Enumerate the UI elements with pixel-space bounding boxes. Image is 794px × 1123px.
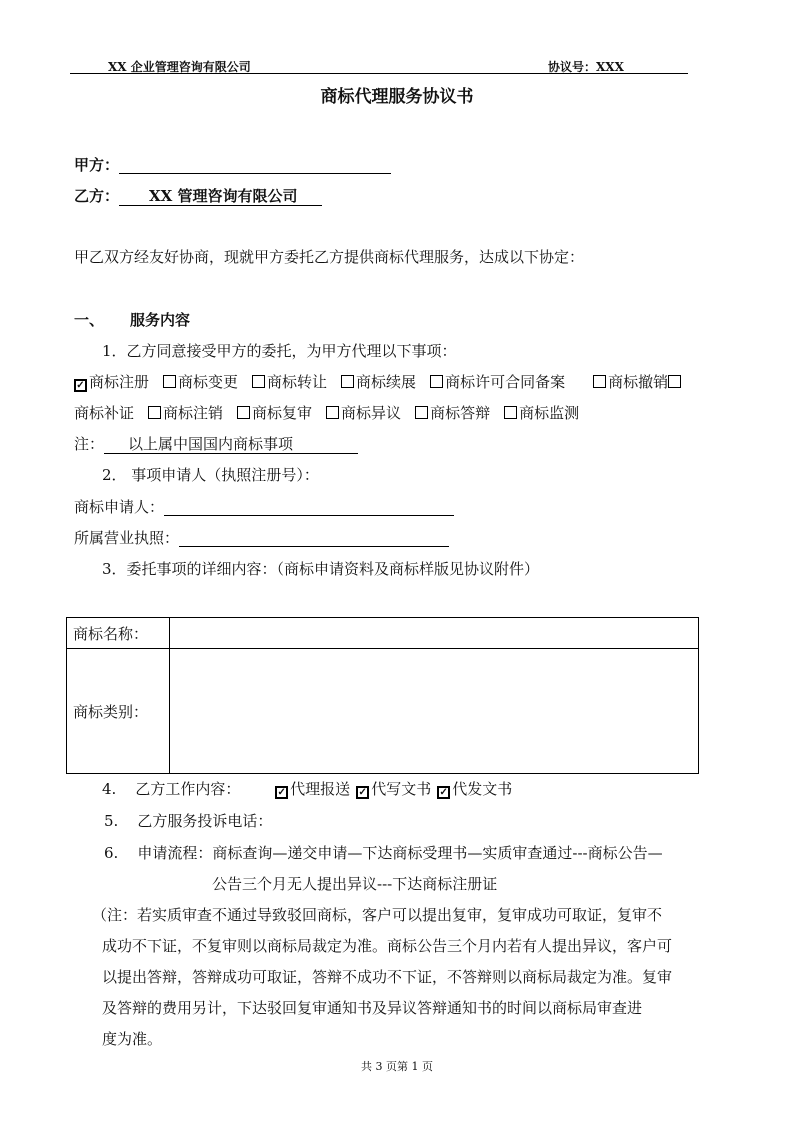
remark-line-5: 度为准。: [102, 1030, 163, 1048]
checkbox-icon[interactable]: [341, 375, 354, 388]
checkbox-option[interactable]: [341, 373, 416, 391]
checkbox-label: 代理报送: [290, 780, 351, 798]
checkbox-icon[interactable]: [237, 406, 250, 419]
checkbox-option[interactable]: [504, 404, 579, 422]
checkbox-label: 商标异议: [341, 404, 402, 422]
checkbox-label: 商标许可合同备案: [445, 373, 566, 391]
note-line: [74, 435, 358, 454]
remark-line-1: （注：若实质审查不通过导致驳回商标，客户可以提出复审，复审成功可取证，复审不: [92, 906, 663, 924]
checkbox-label: 商标监测: [519, 404, 580, 422]
checkbox-icon[interactable]: [593, 375, 606, 388]
service-options-row-2: [74, 404, 579, 422]
checkbox-label: 代写文书: [371, 780, 432, 798]
agreement-number: 协议号：XXX: [548, 60, 624, 74]
checkbox-icon[interactable]: [252, 375, 265, 388]
trademark-class-label: 商标类别：: [67, 649, 170, 774]
checkbox-icon[interactable]: [430, 375, 443, 388]
service-options-row-1: [74, 373, 683, 391]
party-b-value: XX 管理咨询有限公司: [119, 187, 322, 206]
checkbox-option[interactable]: [326, 404, 401, 422]
license-line: [74, 529, 449, 547]
section-title: 服务内容: [130, 311, 191, 329]
note-label: 注：: [74, 435, 105, 453]
party-b: [74, 187, 322, 206]
remark-line-4: 及答辩的费用另计，下达驳回复审通知书及异议答辩通知书的时间以商标局审查进: [102, 999, 643, 1017]
applicant-line: [74, 498, 454, 516]
checkbox-icon[interactable]: [668, 375, 681, 388]
item-3: 3．委托事项的详细内容：（商标申请资料及商标样版见协议附件）: [102, 560, 540, 578]
trademark-table: [66, 617, 699, 774]
checkbox-option[interactable]: [163, 373, 238, 391]
checkbox-option[interactable]: [275, 780, 350, 798]
checkbox-label: 商标续展: [356, 373, 417, 391]
checkbox-label: 代发文书: [452, 780, 513, 798]
checkbox-option[interactable]: [148, 404, 223, 422]
checkbox-icon[interactable]: [148, 406, 161, 419]
checkbox-label: 商标复审: [252, 404, 313, 422]
party-a-field[interactable]: [119, 156, 391, 174]
party-a: [74, 156, 391, 174]
checkbox-option[interactable]: [430, 373, 565, 391]
checkbox-label: 商标答辩: [430, 404, 491, 422]
checkbox-icon[interactable]: [326, 406, 339, 419]
party-a-label: 甲方：: [74, 156, 120, 174]
item-4-label: 4. 乙方工作内容：: [102, 780, 241, 798]
trademark-class-field[interactable]: [170, 649, 699, 774]
checkbox-label: 商标补证: [74, 404, 135, 422]
trademark-name-field[interactable]: [170, 618, 699, 649]
checkbox-option[interactable]: [415, 404, 490, 422]
checkbox-option[interactable]: [437, 780, 512, 798]
checked-checkbox-icon[interactable]: ✓: [437, 786, 450, 799]
checkbox-label: 商标转让: [267, 373, 328, 391]
remark-line-2: 成功不下证，不复审则以商标局裁定为准。商标公告三个月内若有人提出异议，客户可: [102, 937, 673, 955]
checkbox-option[interactable]: [237, 404, 312, 422]
applicant-field[interactable]: [164, 498, 454, 516]
section-number: 一、: [74, 311, 105, 329]
checkbox-icon[interactable]: [415, 406, 428, 419]
checkbox-icon[interactable]: [163, 375, 176, 388]
note-value: 以上属中国国内商标事项: [104, 435, 358, 454]
checkbox-option[interactable]: [74, 373, 149, 391]
trademark-name-label: 商标名称：: [67, 618, 170, 649]
checkbox-option[interactable]: [593, 373, 668, 391]
item-5: 5. 乙方服务投诉电话：: [104, 812, 273, 830]
item-1: 1．乙方同意接受甲方的委托，为甲方代理以下事项：: [102, 342, 457, 360]
page-title: 商标代理服务协议书: [320, 87, 474, 107]
item-4: [102, 780, 512, 798]
item-6-line-1: 6. 申请流程：商标查询—递交申请—下达商标受理书—实质审查通过---商标公告—: [104, 844, 663, 862]
header-divider: [70, 73, 688, 74]
party-b-label: 乙方：: [74, 187, 120, 205]
checkbox-label: 商标注销: [163, 404, 224, 422]
item-2: 2． 事项申请人（执照注册号）：: [102, 466, 319, 484]
checked-checkbox-icon[interactable]: ✓: [356, 786, 369, 799]
remark-line-3: 以提出答辩，答辩成功可取证，答辩不成功不下证，不答辩则以商标局裁定为准。复审: [102, 968, 673, 986]
intro-text: 甲乙双方经友好协商，现就甲方委托乙方提供商标代理服务，达成以下协定：: [74, 248, 585, 266]
page-footer: 共 3 页第 1 页: [361, 1060, 433, 1073]
checkbox-label: 商标撤销: [608, 373, 669, 391]
section-heading: [74, 311, 190, 329]
checkbox-icon[interactable]: [504, 406, 517, 419]
checkbox-option[interactable]: [252, 373, 327, 391]
item-6-line-2: 公告三个月无人提出异议---下达商标注册证: [212, 875, 498, 893]
license-field[interactable]: [179, 529, 449, 547]
company-header: XX 企业管理咨询有限公司: [108, 60, 251, 74]
checked-checkbox-icon[interactable]: ✓: [275, 786, 288, 799]
applicant-label: 商标申请人：: [74, 498, 165, 516]
checkbox-option[interactable]: [356, 780, 431, 798]
checked-checkbox-icon[interactable]: ✓: [74, 379, 87, 392]
checkbox-label: 商标变更: [178, 373, 239, 391]
checkbox-label: 商标注册: [89, 373, 150, 391]
license-label: 所属营业执照：: [74, 529, 180, 547]
